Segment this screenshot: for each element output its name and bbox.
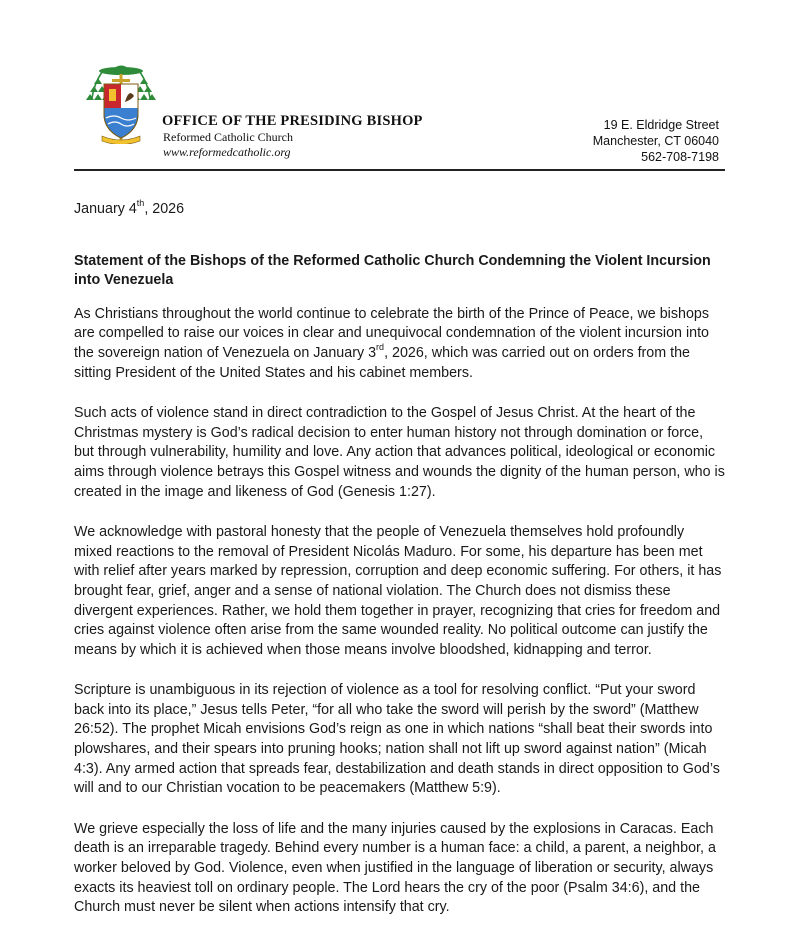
paragraph-1-ordinal: rd (376, 342, 385, 353)
date-month-day: January 4 (74, 201, 137, 217)
paragraph-1-text-a: As Christians throughout the world continue to celebrate the birth of the Prince of Peace, we bishops are compelled to raise our voices in clear and unequivocal condemnation of the violent incursion into the sovereign nation of Venezuela on January 3 (74, 305, 709, 361)
coat-of-arms-icon (84, 62, 158, 144)
letter-date (74, 200, 726, 220)
paragraph-2: Such acts of violence stand in direct contradiction to the Gospel of Jesus Christ. At the heart of the Christmas mystery is God’s radical decision to enter human history not through domination or force, but through vulnerability, humility and love. Any action that advances political, ideological or economic aims through violence betrays this Gospel witness and wounds the dignity of the human person, who is created in the image and likeness of God (Genesis 1:27). (74, 405, 725, 500)
phone-number: 562-708-7198 (641, 150, 719, 164)
date-year: , 2026 (144, 201, 185, 217)
office-block (162, 112, 423, 160)
paragraph-1 (74, 305, 726, 383)
letter-body (74, 200, 726, 939)
address-city: Manchester, CT 06040 (592, 134, 719, 148)
paragraph-4: Scripture is unambiguous in its rejection of violence as a tool for resolving conflict. “Put your sword back into its place,” Jesus tells Peter, “for all who take the sword will perish by the sword” (Matthew 26:52). The prophet Micah envisions God’s reign as one in which nations “shall beat their swords into plowshares, and their spears into pruning hooks; nation shall not lift up sword against nation” (Micah 4:3). Any armed action that spreads fear, destabilization and death stands in direct opposition to God’s will and to our Christian vocation to be peacemakers (Matthew 5:9). (74, 682, 720, 797)
letterhead-divider (74, 169, 725, 171)
address-block (593, 117, 719, 165)
website-link[interactable]: www.reformedcatholic.org (163, 145, 291, 159)
church-name: Reformed Catholic Church (163, 130, 293, 144)
office-title: OFFICE OF THE PRESIDING BISHOP (162, 113, 423, 129)
address-street: 19 E. Eldridge Street (603, 118, 719, 132)
paragraph-1-text-b: , 2026, which was carried out on orders from the sitting President of the United States and his cabinet members. (74, 344, 691, 381)
paragraph-5: We grieve especially the loss of life and the many injuries caused by the explosions in Caracas. Each death is an irreparable tragedy. Behind every number is a human face: a child, a parent, a neighbor, a worker beloved by God. Violence, even when justified in the language of liberation or security, always exacts its heaviest toll on ordinary people. The Lord hears the cry of the poor (Psalm 34:6), and the Church must never be silent when actions intensify that cry. (74, 820, 716, 916)
date-ordinal: th (136, 198, 145, 209)
statement-heading: Statement of the Bishops of the Reformed Catholic Church Condemning the Violent Incursion into Venezuela (74, 252, 711, 289)
paragraph-3: We acknowledge with pastoral honesty that the people of Venezuela themselves hold profoundly mixed reactions to the removal of President Nicolás Maduro. For some, his departure has been met with relief after years marked by repression, corruption and deep economic suffering. For others, it has brought fear, grief, anger and a sense of national violation. The Church does not dismiss these divergent experiences. Rather, we hold them together in prayer, recognizing that cries for freedom and cries against violence often arise from the same wounded reality. No political outcome can justify the means by which it is achieved when those means involve bloodshed, kidnapping and terror. (74, 524, 722, 658)
